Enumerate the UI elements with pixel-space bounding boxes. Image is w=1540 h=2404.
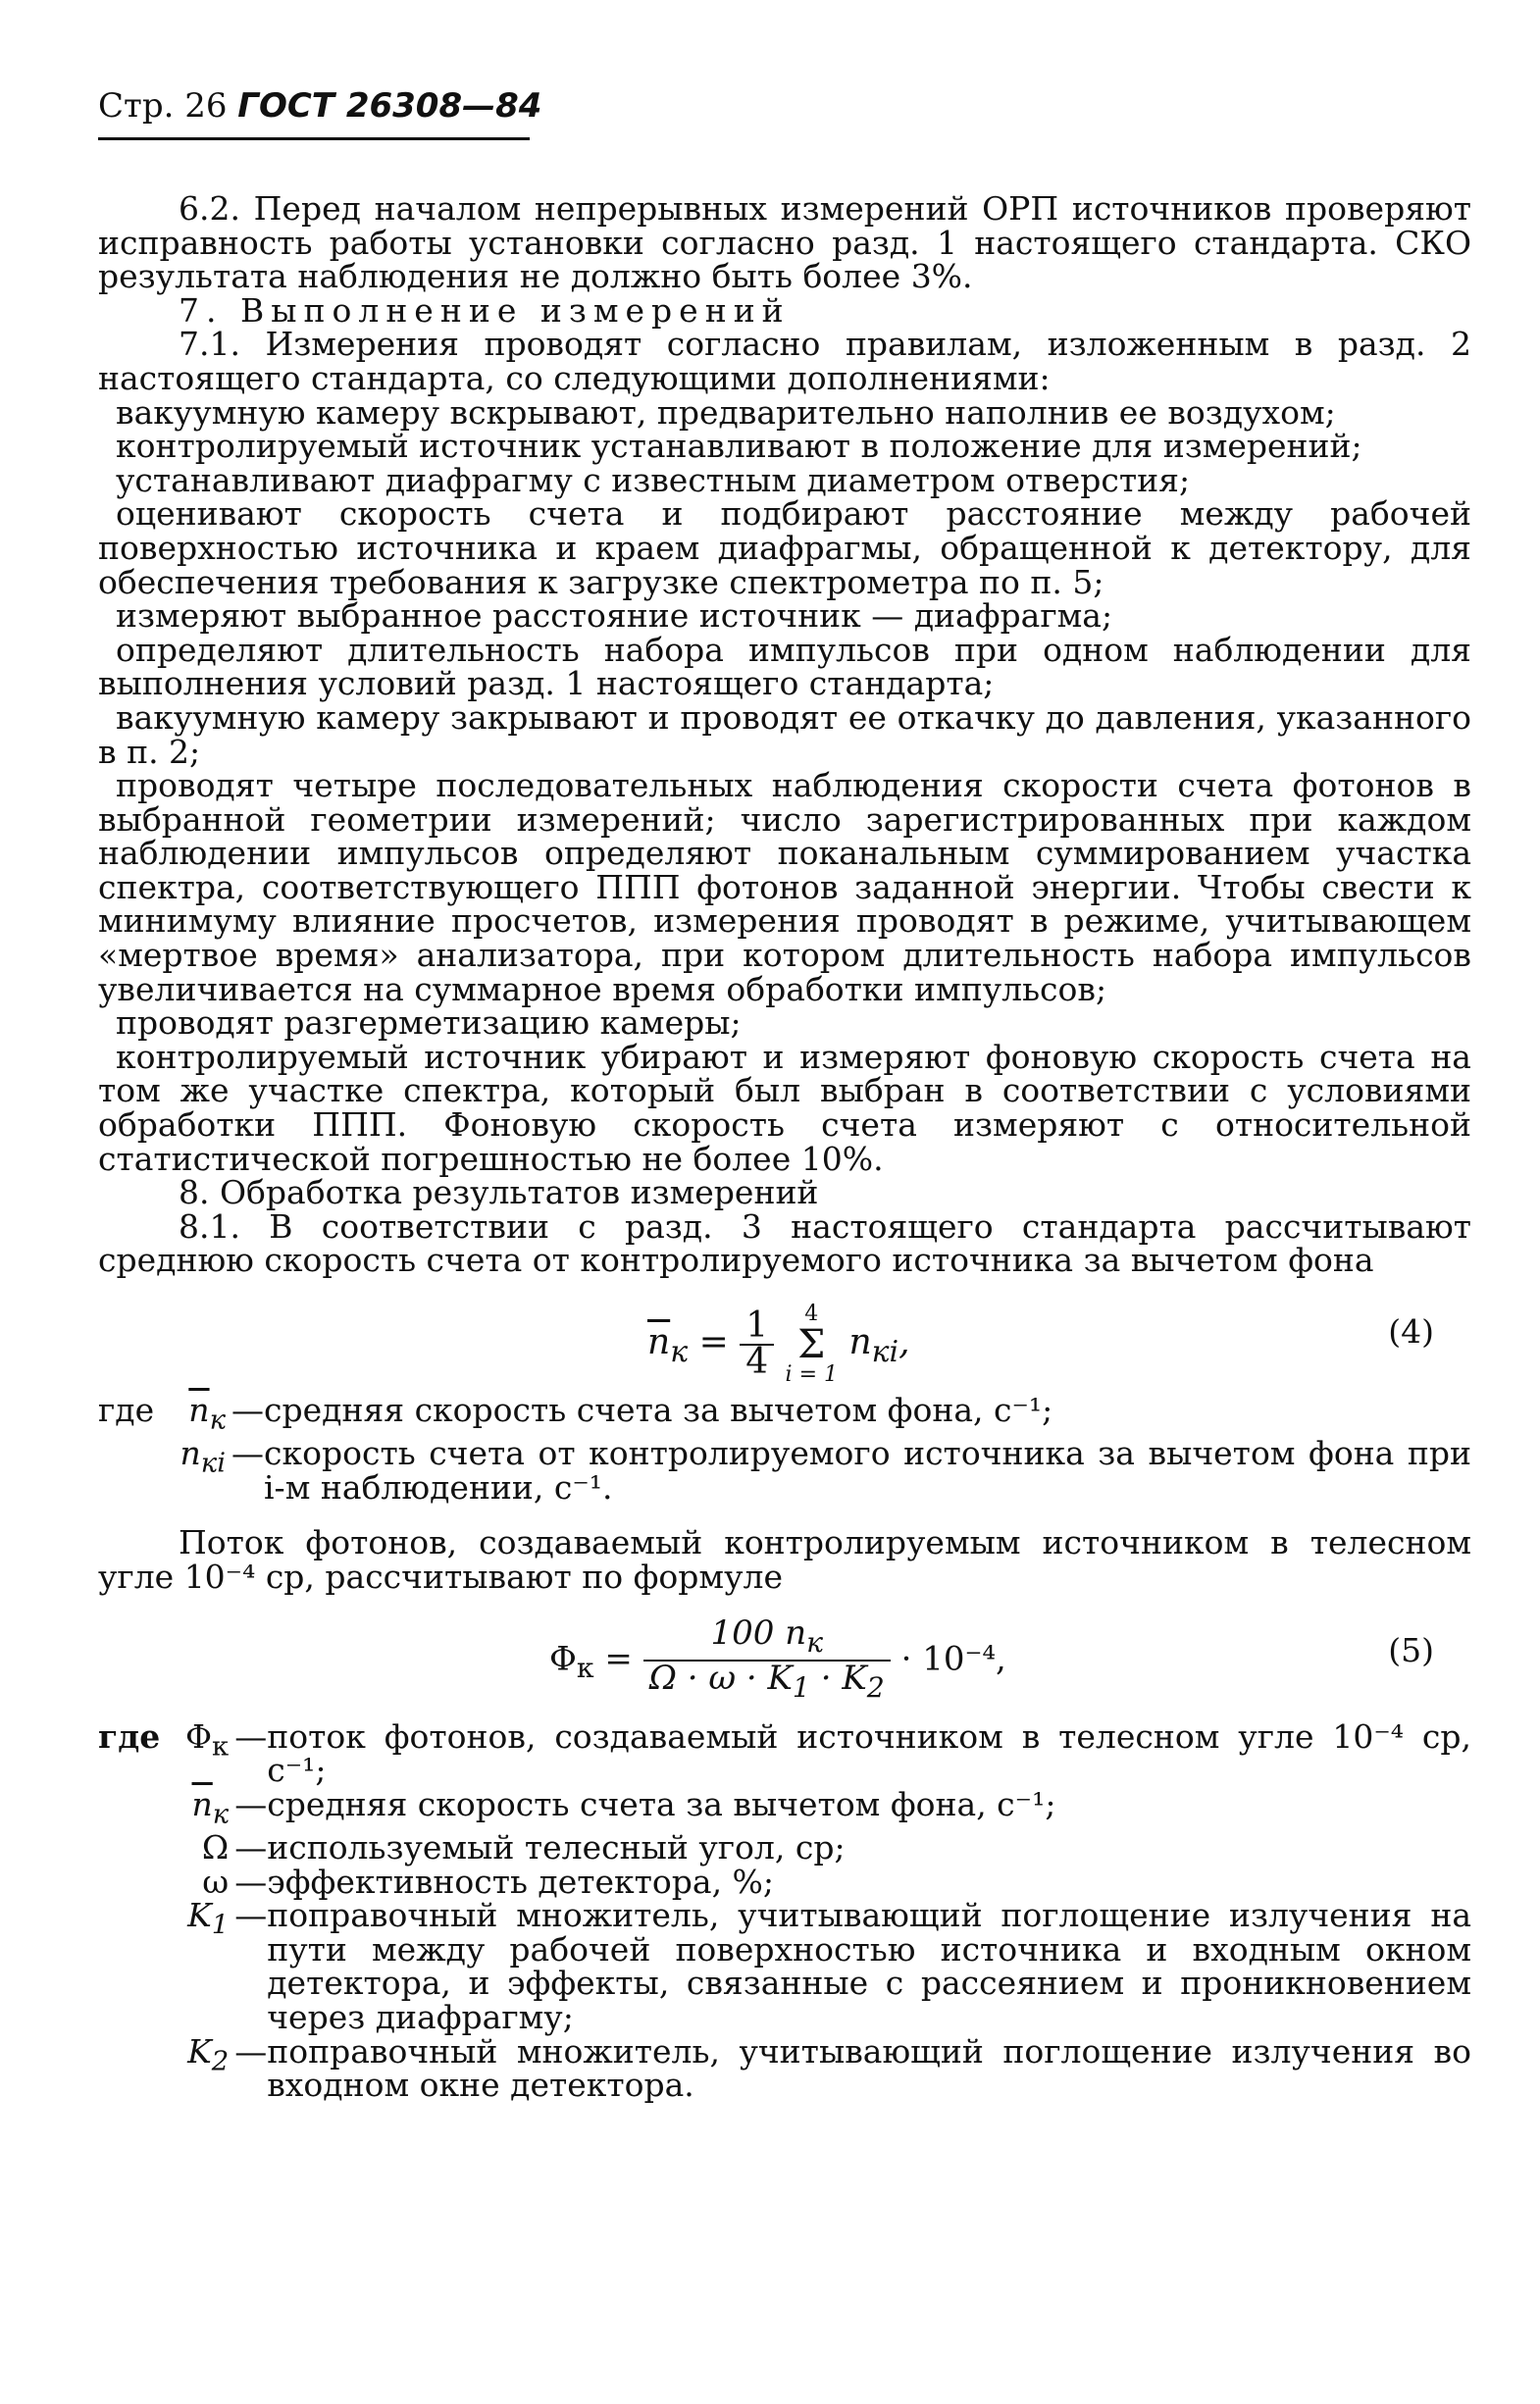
formula-5-numerator: 100 $n_к$ <box>643 1616 891 1662</box>
clause-7-1-intro: 7.1. Измерения проводят согласно правилам, изложенным в разд. 2 настоящего стандарта, со следующими дополнениями: <box>98 325 1471 397</box>
definition-row <box>98 1899 1471 2034</box>
where-word: где <box>98 1391 155 1429</box>
definition-dash: — <box>234 1716 268 1756</box>
definition-row <box>98 1831 1471 1866</box>
definition-symbol: ω <box>202 1862 230 1901</box>
document-body <box>98 189 1471 2105</box>
page-header <box>98 86 541 126</box>
definition-symbol: $K_1$ <box>187 1896 230 1941</box>
list-item: вакуумную камеру закрывают и проводят ее откачку до давления, указанного в п. 2; <box>98 697 1471 771</box>
definition-symbol: $\Phi_к$ <box>184 1716 230 1763</box>
definition-dash: — <box>234 1862 268 1901</box>
definition-symbol: $K_2$ <box>187 2031 230 2077</box>
definition-symbol: Ω <box>201 1827 230 1867</box>
formula-4-sum-bottom: i = 1 <box>785 1362 838 1387</box>
definition-text: поток фотонов, создаваемый источником в телесном угле 10⁻⁴ ср, с⁻¹; <box>267 1716 1471 1790</box>
definition-symbol: $n_{кi}$ <box>180 1434 226 1479</box>
formula-4-sum-top: 4 <box>804 1302 819 1326</box>
list-item: контролируемый источник убирают и измеряют фоновую скорость счета на том же участке спектра, который был выбран в соответствии с условиями обработки ППП. Фоновую скорость счета измеряют с относительной статистической погрешностью не более 10%. <box>98 1037 1471 1178</box>
formula-4-lhs-sub: к <box>670 1335 689 1370</box>
definition-text: поправочный множитель, учитывающий поглощение излучения на пути между рабочей поверхностью источника и входным окном детектора, и эффекты, связанные с рассеянием и проникновением через диафрагму; <box>267 1896 1471 2036</box>
formula-5-lhs-sub: к <box>576 1651 594 1684</box>
where-list-1 <box>98 1391 1471 1507</box>
formula-5 <box>98 1595 1471 1720</box>
list-item: контролируемый источник устанавливают в положение для измерений; <box>116 427 1362 466</box>
page-number: Стр. 26 <box>98 86 228 126</box>
formula-5-number: (5) <box>1388 1630 1434 1669</box>
definition-dash: — <box>234 1827 268 1867</box>
definition-text: средняя скорость счета за вычетом фона, с⁻¹; <box>267 1784 1056 1823</box>
standard-designation: ГОСТ 26308—84 <box>237 86 542 126</box>
list-item: проводят четыре последовательных наблюдения скорости счета фотонов в выбранной геометрии измерений; число зарегистрированных при каждом наблюдении импульсов определяют поканальным суммированием участка спектра, соответствующего ППП фотонов заданной энергии. Чтобы свести к минимуму влияние просчетов, измерения проводят в режиме, учитывающем «мертвое время» анализатора, при котором длительность набора импульсов увеличивается на суммарное время обработки импульсов; <box>98 766 1471 1008</box>
definition-symbol: $\overline{n}_к$ <box>191 1784 230 1830</box>
formula-4-term-sub: кi <box>871 1335 899 1370</box>
definition-dash: — <box>234 2031 268 2071</box>
formula-4-numerator: 1 <box>740 1309 774 1346</box>
definition-row <box>98 1437 1471 1505</box>
definition-symbol: $\overline{n}_к$ <box>188 1391 226 1436</box>
definition-text: поправочный множитель, учитывающий поглощение излучения во входном окне детектора. <box>267 2031 1471 2105</box>
list-item: измеряют выбранное расстояние источник — диафрагма; <box>116 596 1113 636</box>
list-item: вакуумную камеру вскрывают, предварительно наполнив ее воздухом; <box>116 392 1336 432</box>
list-item: определяют длительность набора импульсов при одном наблюдении для выполнения условий разд. 1 настоящего стандарта; <box>98 630 1471 703</box>
definition-row <box>98 1866 1471 1900</box>
section-7-title: 7. Выполнение измерений <box>179 290 791 330</box>
formula-4-denominator: 4 <box>745 1342 769 1382</box>
definition-row <box>98 2035 1471 2103</box>
formula-5-multiplier: · 10⁻⁴, <box>900 1638 1006 1678</box>
formula-4 <box>98 1278 1471 1394</box>
definition-text: эффективность детектора, %; <box>267 1862 775 1901</box>
list-item: оценивают скорость счета и подбирают расстояние между рабочей поверхностью источника и краем диафрагмы, обращенной к детектору, для обеспечения требования к загрузке спектрометра по п. 5; <box>98 494 1471 601</box>
formula-5-denominator: $\Omega \cdot \omega \cdot K_1 \cdot K_2$ <box>648 1658 885 1704</box>
definition-dash: — <box>234 1896 268 1935</box>
formula-4-fraction <box>740 1305 774 1382</box>
section-8-title: 8. Обработка результатов измерений <box>179 1173 819 1212</box>
formula-4-sum <box>786 1304 838 1386</box>
definition-text: скорость счета от контролируемого источника за вычетом фона при i-м наблюдении, с⁻¹. <box>264 1434 1471 1507</box>
formula-5-lhs: Φ <box>549 1638 577 1678</box>
definition-dash: — <box>231 1391 264 1429</box>
list-item: проводят разгерметизацию камеры; <box>116 1003 742 1043</box>
where-word: где <box>98 1716 161 1756</box>
definition-row <box>98 1788 1471 1831</box>
formula-4-lhs: $\overline{n}$ <box>647 1322 671 1362</box>
formula-4-tail: , <box>898 1322 910 1362</box>
formula-4-term: n <box>848 1322 872 1362</box>
formula-5-eq: = <box>604 1638 633 1678</box>
definition-row <box>98 1720 1471 1788</box>
definition-row <box>98 1394 1471 1437</box>
formula-4-sum-sign: Σ <box>797 1322 826 1367</box>
definition-text: используемый телесный угол, ср; <box>267 1827 846 1867</box>
formula-4-number: (4) <box>1388 1312 1434 1351</box>
definition-dash: — <box>234 1784 268 1823</box>
formula-4-eq: = <box>698 1322 729 1362</box>
header-rule <box>98 137 530 140</box>
where-list-2 <box>98 1716 1471 2105</box>
clause-6-2: 6.2. Перед началом непрерывных измерений ОРП источников проверяют исправность работы установки согласно разд. 1 настоящего стандарта. СКО результата наблюдения не должно быть более 3%. <box>98 189 1471 296</box>
list-item: устанавливают диафрагму с известным диаметром отверстия; <box>116 460 1191 499</box>
formula-5-fraction <box>643 1612 891 1706</box>
flux-intro: Поток фотонов, создаваемый контролируемым источником в телесном угле 10⁻⁴ ср, рассчитывают по формуле <box>98 1523 1471 1596</box>
definition-text: средняя скорость счета за вычетом фона, с⁻¹; <box>264 1391 1053 1429</box>
clause-8-1: 8.1. В соответствии с разд. 3 настоящего стандарта рассчитывают среднюю скорость счета от контролируемого источника за вычетом фона <box>98 1206 1471 1280</box>
definition-dash: — <box>231 1434 264 1473</box>
